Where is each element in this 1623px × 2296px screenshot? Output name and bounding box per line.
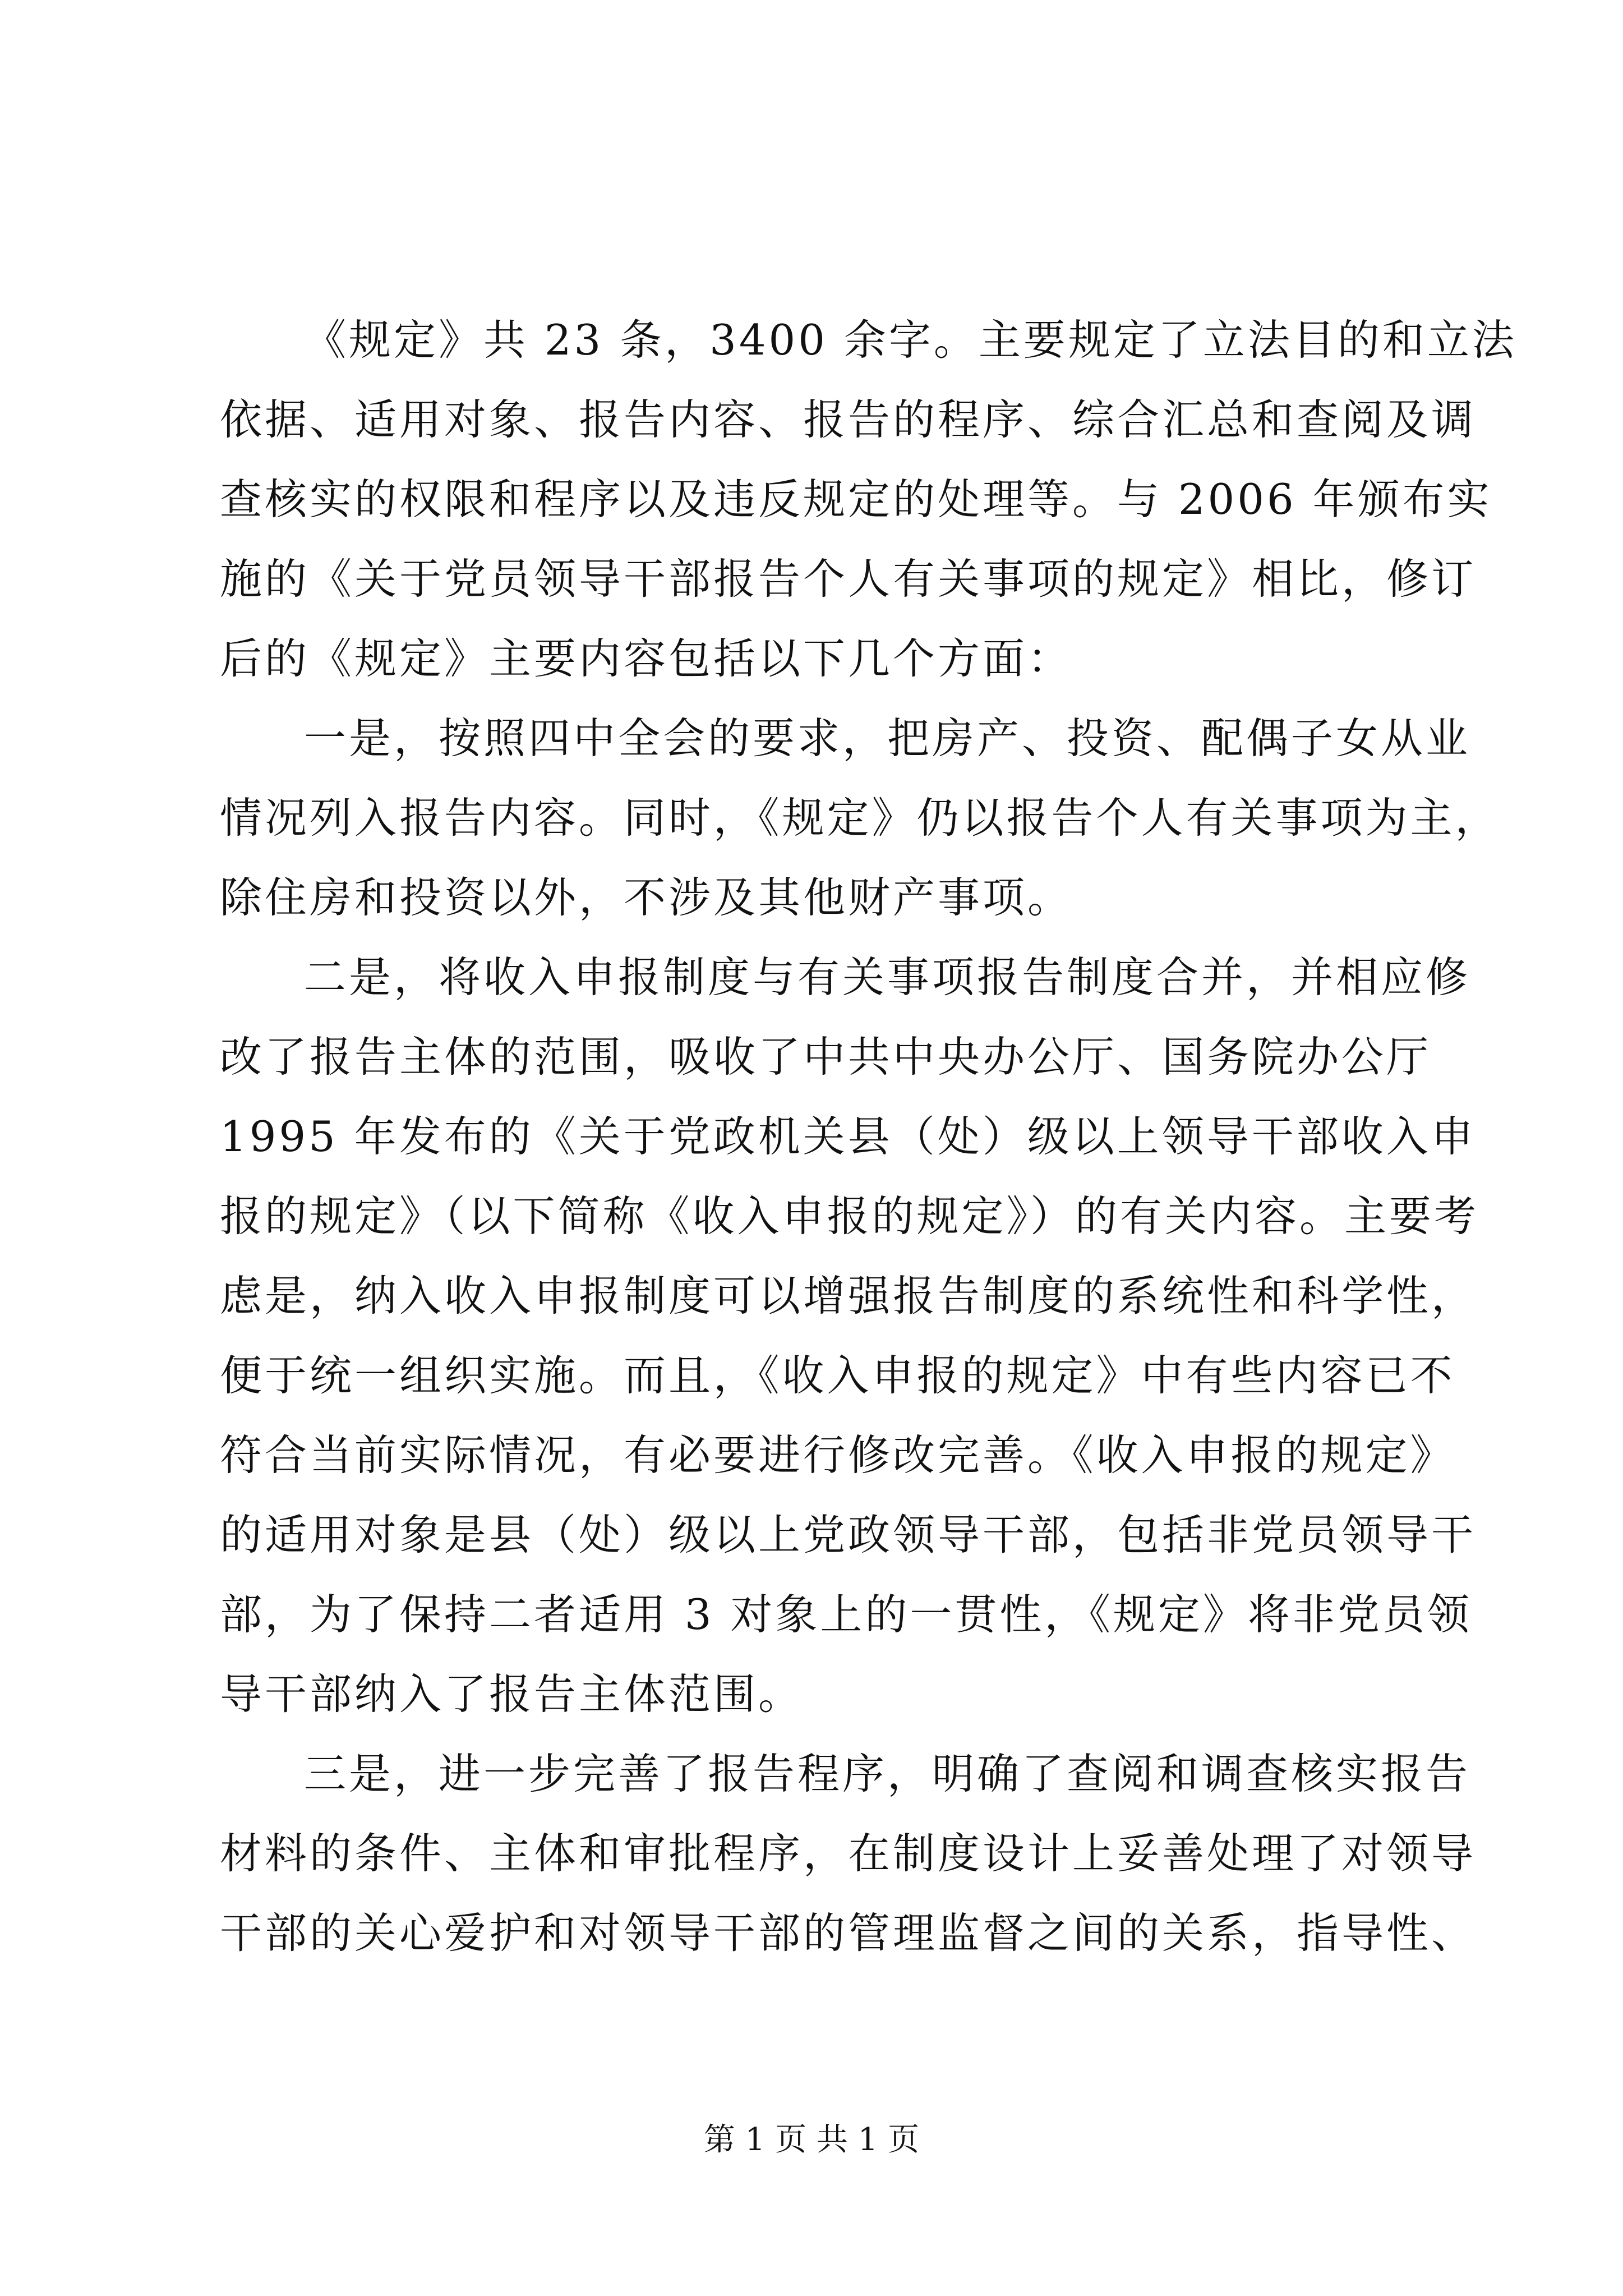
text-line: 改了报告主体的范围，吸收了中共中央办公厅、国务院办公厅 [220, 1032, 1432, 1082]
text-line: 材料的条件、主体和审批程序，在制度设计上妥善处理了对领导 [220, 1829, 1477, 1878]
text-line: 三是，进一步完善了报告程序，明确了查阅和调查核实报告 [304, 1749, 1471, 1798]
text-line: 依据、适用对象、报告内容、报告的程序、综合汇总和查阅及调 [220, 395, 1477, 444]
text-line: 的适用对象是县（处）级以上党政领导干部，包括非党员领导干 [220, 1510, 1477, 1559]
text-line: 干部的关心爱护和对领导干部的管理监督之间的关系，指导性、 [220, 1908, 1477, 1958]
text-line: 部，为了保持二者适用 3 对象上的一贯性，《规定》将非党员领 [220, 1590, 1472, 1639]
text-line: 便于统一组织实施。而且，《收入申报的规定》中有些内容已不 [220, 1351, 1455, 1400]
text-line: 《规定》共 23 条，3400 余字。主要规定了立法目的和立法 [304, 315, 1517, 365]
text-line: 二是，将收入申报制度与有关事项报告制度合并，并相应修 [304, 953, 1471, 1002]
text-line: 后的《规定》主要内容包括以下几个方面： [220, 634, 1073, 683]
text-line: 虑是，纳入收入申报制度可以增强报告制度的系统性和科学性， [220, 1271, 1477, 1320]
text-line: 报的规定》（以下简称《收入申报的规定》）的有关内容。主要考 [220, 1191, 1479, 1241]
text-line: 导干部纳入了报告主体范围。 [220, 1669, 804, 1719]
page-footer: 第 1 页 共 1 页 [703, 2122, 920, 2158]
document-body [220, 300, 1517, 1973]
text-line: 1995 年发布的《关于党政机关县（处）级以上领导干部收入申 [220, 1112, 1476, 1161]
text-line: 情况列入报告内容。同时，《规定》仍以报告个人有关事项为主， [220, 793, 1500, 843]
text-line: 施的《关于党员领导干部报告个人有关事项的规定》相比，修订 [220, 554, 1477, 604]
text-line: 查核实的权限和程序以及违反规定的处理等。与 2006 年颁布实 [220, 475, 1492, 524]
text-line: 一是，按照四中全会的要求，把房产、投资、配偶子女从业 [304, 714, 1471, 763]
text-line: 符合当前实际情况，有必要进行修改完善。《收入申报的规定》 [220, 1430, 1455, 1480]
text-line: 除住房和投资以外，不涉及其他财产事项。 [220, 873, 1073, 922]
